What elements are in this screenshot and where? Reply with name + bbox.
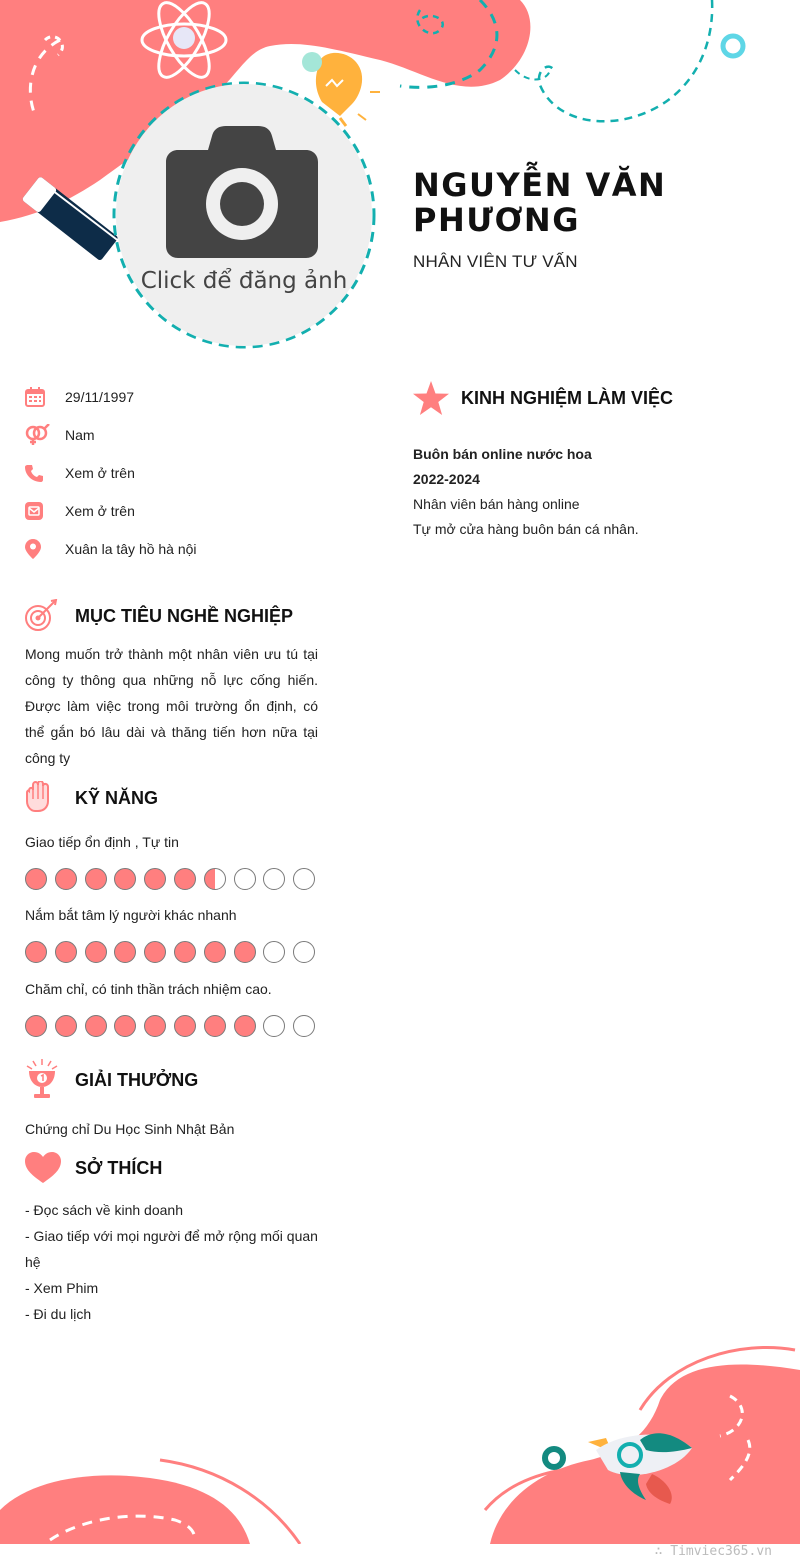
skill-dot bbox=[234, 1015, 256, 1037]
skill-dot bbox=[234, 941, 256, 963]
objective-title: MỤC TIÊU NGHỀ NGHIỆP bbox=[75, 605, 294, 626]
skill-dot bbox=[144, 1015, 166, 1037]
skill-dot bbox=[25, 941, 47, 963]
skill-name: Nắm bắt tâm lý người khác nhanh bbox=[25, 907, 237, 923]
phone-icon bbox=[25, 462, 55, 484]
skill-dot bbox=[174, 941, 196, 963]
hobbies-title: SỞ THÍCH bbox=[75, 1157, 163, 1178]
phone-value: Xem ở trên bbox=[65, 465, 135, 481]
skill-dot bbox=[204, 1015, 226, 1037]
skill-dot bbox=[55, 868, 77, 890]
skill-rating bbox=[25, 941, 323, 963]
birthday-value: 29/11/1997 bbox=[65, 389, 135, 405]
awards-text: Chứng chỉ Du Học Sinh Nhật Bản bbox=[25, 1121, 235, 1137]
watermark: ∴ Timviec365.vn bbox=[654, 1544, 772, 1559]
contact-birthday bbox=[25, 385, 134, 409]
skill-dot bbox=[144, 868, 166, 890]
gender-icon bbox=[25, 424, 55, 446]
skill-dot bbox=[293, 1015, 315, 1037]
location-pin-icon bbox=[25, 538, 55, 560]
skill-dot bbox=[174, 1015, 196, 1037]
skill-dot bbox=[293, 868, 315, 890]
star-icon bbox=[413, 381, 449, 415]
gender-value: Nam bbox=[65, 427, 95, 443]
skills-title: KỸ NĂNG bbox=[75, 787, 159, 808]
skill-rating bbox=[25, 1015, 323, 1037]
skill-name: Chăm chỉ, có tinh thần trách nhiệm cao. bbox=[25, 981, 272, 997]
hobby-item: - Đi du lịch bbox=[25, 1306, 92, 1322]
experience-role: Nhân viên bán hàng online bbox=[413, 496, 580, 512]
profile-photo-upload[interactable] bbox=[116, 84, 372, 346]
contact-gender bbox=[25, 423, 95, 447]
target-icon bbox=[25, 598, 65, 634]
hobbies-heading bbox=[25, 1150, 162, 1186]
skill-dot bbox=[204, 868, 226, 890]
experience-period: 2022-2024 bbox=[413, 471, 480, 487]
experience-description: Tự mở cửa hàng buôn bán cá nhân. bbox=[413, 521, 639, 537]
email-icon bbox=[25, 500, 55, 522]
skill-dot bbox=[85, 941, 107, 963]
skill-dot bbox=[174, 868, 196, 890]
skill-dot bbox=[293, 941, 315, 963]
fist-icon bbox=[25, 780, 65, 816]
heart-icon bbox=[25, 1150, 65, 1186]
hobby-item: - Giao tiếp với mọi người để mở rộng mối quan hệ bbox=[25, 1228, 318, 1270]
awards-heading bbox=[25, 1062, 198, 1098]
skill-dot bbox=[85, 1015, 107, 1037]
skill-dot bbox=[55, 941, 77, 963]
skill-dot bbox=[114, 868, 136, 890]
skill-dot bbox=[263, 941, 285, 963]
skill-dot bbox=[85, 868, 107, 890]
objective-text: Mong muốn trở thành một nhân viên ưu tú tại công ty thông qua những nỗ lực cống hiến. Được làm việc trong môi trường ổn định, có thể gắn bó lâu dài và thăng tiến hơn nữa tại công ty bbox=[25, 646, 318, 766]
experience-company: Buôn bán online nước hoa bbox=[413, 446, 592, 462]
bottom-left-decoration bbox=[0, 1440, 320, 1544]
contact-email bbox=[25, 499, 135, 523]
contact-address bbox=[25, 537, 197, 561]
skill-dot bbox=[263, 868, 285, 890]
candidate-position: NHÂN VIÊN TƯ VẤN bbox=[413, 252, 578, 271]
email-value: Xem ở trên bbox=[65, 503, 135, 519]
hobbies-list bbox=[25, 1197, 318, 1327]
skill-dot bbox=[25, 1015, 47, 1037]
skill-dot bbox=[114, 1015, 136, 1037]
hobby-item: - Đọc sách về kinh doanh bbox=[25, 1202, 183, 1218]
awards-title: GIẢI THƯỞNG bbox=[75, 1069, 199, 1090]
experience-entry bbox=[413, 442, 773, 542]
hobby-item: - Xem Phim bbox=[25, 1280, 99, 1296]
address-value: Xuân la tây hồ hà nội bbox=[65, 541, 197, 557]
bottom-right-decoration bbox=[480, 1340, 800, 1544]
skill-dot bbox=[263, 1015, 285, 1037]
experience-heading bbox=[413, 378, 673, 418]
skill-dot bbox=[204, 941, 226, 963]
skill-name: Giao tiếp ổn định , Tự tin bbox=[25, 834, 179, 850]
skill-dot bbox=[25, 868, 47, 890]
photo-upload-label: Click để đăng ảnh bbox=[140, 268, 348, 294]
calendar-icon bbox=[25, 386, 55, 408]
skill-rating bbox=[25, 868, 323, 890]
objective-heading bbox=[25, 598, 293, 634]
trophy-icon bbox=[25, 1062, 65, 1098]
camera-icon bbox=[166, 126, 318, 260]
skill-dot bbox=[234, 868, 256, 890]
contact-phone bbox=[25, 461, 135, 485]
experience-title: KINH NGHIỆM LÀM VIỆC bbox=[461, 387, 674, 408]
skill-dot bbox=[55, 1015, 77, 1037]
skills-heading bbox=[25, 780, 158, 816]
skill-dot bbox=[114, 941, 136, 963]
skill-dot bbox=[144, 941, 166, 963]
candidate-name: NGUYỄN VĂN PHƯƠNG bbox=[413, 166, 667, 239]
